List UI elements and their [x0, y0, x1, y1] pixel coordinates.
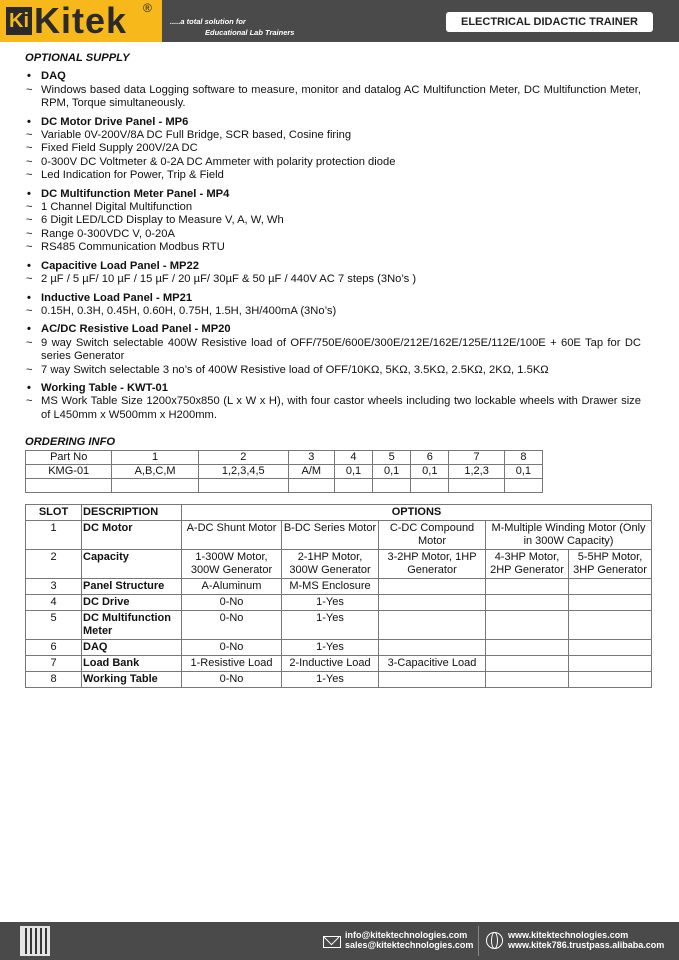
slot-description: DC Multifunction Meter — [82, 611, 182, 640]
table-cell: 0,1 — [504, 465, 542, 479]
slot-description: Working Table — [82, 672, 182, 688]
slot-description: DC Motor — [82, 521, 182, 550]
option-cell: 3-2HP Motor, 1HP Generator — [379, 550, 486, 579]
slot-number: 2 — [26, 550, 82, 579]
option-cell — [486, 656, 569, 672]
page-header — [0, 0, 679, 42]
table-row — [26, 521, 652, 550]
slot-description: Capacity — [82, 550, 182, 579]
slot-description: DAQ — [82, 640, 182, 656]
tagline-line-1: .....a total solution for — [170, 17, 246, 26]
slot-description: DC Drive — [82, 595, 182, 611]
spec-item: ~ RS485 Communication Modbus RTU — [25, 241, 641, 254]
option-cell — [379, 672, 486, 688]
spec-item: ~ 6 Digit LED/LCD Display to Measure V, A, W, Wh — [25, 214, 641, 227]
spec-item: ~ 0-300V DC Voltmeter & 0-2A DC Ammeter with polarity protection diode — [25, 156, 641, 169]
logo-text: Kitek — [34, 0, 128, 41]
logo-mark: Ki — [6, 7, 32, 35]
spec-item: ~ Range 0-300VDC V, 0-20A — [25, 228, 641, 241]
option-cell — [379, 611, 486, 640]
page-footer — [0, 922, 679, 960]
option-cell: 0-No — [182, 595, 282, 611]
table-cell: 0,1 — [334, 465, 372, 479]
alibaba-link[interactable]: www.kitek786.trustpass.alibaba.com — [508, 940, 665, 950]
table-row — [26, 611, 652, 640]
table-cell: A/M — [288, 465, 334, 479]
table-cell: 4 — [334, 451, 372, 465]
table-cell — [334, 479, 372, 493]
optional-supply-heading: OPTIONAL SUPPLY — [25, 52, 130, 64]
table-cell — [112, 479, 198, 493]
supply-section — [25, 188, 641, 255]
table-cell: 1,2,3 — [449, 465, 504, 479]
table-cell: 6 — [411, 451, 449, 465]
option-cell: A-DC Shunt Motor — [182, 521, 282, 550]
table-cell: KMG-01 — [26, 465, 112, 479]
optional-supply — [25, 52, 641, 422]
option-cell: A-Aluminum — [182, 579, 282, 595]
option-cell: 0-No — [182, 611, 282, 640]
spec-item: ~ 7 way Switch selectable 3 no’s of 400W Resistive load of OFF/10KΩ, 5KΩ, 3.5KΩ, 2.5KΩ, 2KΩ, 1.5KΩ — [25, 364, 641, 377]
kitek-logo — [0, 0, 162, 42]
ordering-info-heading: ORDERING INFO — [25, 436, 116, 448]
supply-section — [25, 323, 641, 377]
slot-number: 1 — [26, 521, 82, 550]
supply-section — [25, 292, 641, 319]
option-cell — [569, 640, 652, 656]
footer-websites — [508, 930, 664, 950]
spec-item: ~ Variable 0V-200V/8A DC Full Bridge, SCR based, Cosine firing — [25, 129, 641, 142]
section-heading: • Capacitive Load Panel - MP22 — [25, 260, 641, 273]
option-cell — [486, 611, 569, 640]
option-cell: 2-1HP Motor, 300W Generator — [282, 550, 379, 579]
ordering-code-table — [25, 450, 543, 493]
spec-item: ~ 0.15H, 0.3H, 0.45H, 0.60H, 0.75H, 1.5H, 3H/400mA (3No’s) — [25, 305, 641, 318]
section-heading: • Inductive Load Panel - MP21 — [25, 292, 641, 305]
section-heading: • AC/DC Resistive Load Panel - MP20 — [25, 323, 641, 336]
option-cell: M-MS Enclosure — [282, 579, 379, 595]
table-cell: 0,1 — [373, 465, 411, 479]
table-cell: 5 — [373, 451, 411, 465]
supply-section — [25, 260, 641, 287]
option-cell: 0-No — [182, 672, 282, 688]
option-cell — [569, 656, 652, 672]
table-cell — [449, 479, 504, 493]
table-cell — [198, 479, 288, 493]
table-row — [26, 465, 543, 479]
table-row — [26, 451, 543, 465]
spec-item: ~ 9 way Switch selectable 400W Resistive load of OFF/750E/600E/300E/212E/162E/125E/112E/100E + 60E Tap for DC series Generator — [25, 337, 641, 364]
section-heading: • DAQ — [25, 70, 641, 83]
table-cell: 0,1 — [411, 465, 449, 479]
spec-item: ~ MS Work Table Size 1200x750x850 (L x W x H), with four castor wheels including two lockable wheels with Drawer size of L450mm x W500mm x H200mm. — [25, 395, 641, 422]
section-heading: • DC Motor Drive Panel - MP6 — [25, 116, 641, 129]
option-cell: 5-5HP Motor, 3HP Generator — [569, 550, 652, 579]
slot-number: 5 — [26, 611, 82, 640]
spec-item: ~ Led Indication for Power, Trip & Field — [25, 169, 641, 182]
footer-emails — [345, 930, 473, 950]
optional-supply-sections — [25, 70, 641, 422]
slot-number: 6 — [26, 640, 82, 656]
option-cell: 3-Capacitive Load — [379, 656, 486, 672]
table-row — [26, 550, 652, 579]
supply-section — [25, 382, 641, 422]
header-description: DESCRIPTION — [82, 505, 182, 521]
table-row — [26, 579, 652, 595]
slot-number: 4 — [26, 595, 82, 611]
option-cell: 1-300W Motor, 300W Generator — [182, 550, 282, 579]
globe-icon — [486, 932, 503, 949]
table-cell: 1 — [112, 451, 198, 465]
option-cell: 1-Yes — [282, 640, 379, 656]
table-row — [26, 479, 543, 493]
table-cell — [288, 479, 334, 493]
spec-item: ~ 1 Channel Digital Multifunction — [25, 201, 641, 214]
option-cell: 0-No — [182, 640, 282, 656]
option-cell: C-DC Compound Motor — [379, 521, 486, 550]
footer-divider — [478, 926, 479, 956]
website-link[interactable]: www.kitektechnologies.com — [508, 930, 629, 940]
option-cell: B-DC Series Motor — [282, 521, 379, 550]
tagline-line-2: Educational Lab Trainers — [205, 28, 295, 37]
table-cell: 8 — [504, 451, 542, 465]
header-slot: SLOT — [26, 505, 82, 521]
supply-section — [25, 116, 641, 183]
document-title: ELECTRICAL DIDACTIC TRAINER — [446, 12, 653, 32]
slot-number: 3 — [26, 579, 82, 595]
table-row — [26, 640, 652, 656]
supply-section — [25, 70, 641, 110]
option-cell — [486, 640, 569, 656]
table-cell — [504, 479, 542, 493]
table-cell: 3 — [288, 451, 334, 465]
table-row — [26, 672, 652, 688]
slot-number: 8 — [26, 672, 82, 688]
option-cell — [486, 595, 569, 611]
table-cell: A,B,C,M — [112, 465, 198, 479]
table-header-row — [26, 505, 652, 521]
section-heading: • Working Table - KWT-01 — [25, 382, 641, 395]
option-cell: 1-Yes — [282, 611, 379, 640]
option-cell: 1-Yes — [282, 672, 379, 688]
slot-description: Panel Structure — [82, 579, 182, 595]
option-cell — [569, 611, 652, 640]
option-cell — [569, 672, 652, 688]
option-cell — [379, 640, 486, 656]
option-cell: 1-Resistive Load — [182, 656, 282, 672]
mail-icon — [323, 936, 341, 948]
option-cell — [486, 579, 569, 595]
option-cell — [486, 672, 569, 688]
option-cell — [569, 579, 652, 595]
table-cell: Part No — [26, 451, 112, 465]
table-cell — [411, 479, 449, 493]
slot-options-table — [25, 504, 652, 688]
table-cell: 7 — [449, 451, 504, 465]
spec-item: ~ Fixed Field Supply 200V/2A DC — [25, 142, 641, 155]
option-cell — [379, 595, 486, 611]
qr-code-icon — [20, 926, 50, 956]
email-sales[interactable]: sales@kitektechnologies.com — [345, 940, 474, 950]
table-cell — [26, 479, 112, 493]
table-cell — [373, 479, 411, 493]
option-cell — [379, 579, 486, 595]
spec-item: ~ Windows based data Logging software to measure, monitor and datalog AC Multifunction Meter, DC Multifunction Meter, RPM, Torque simultaneously. — [25, 84, 641, 111]
option-cell — [569, 595, 652, 611]
option-cell: 2-Inductive Load — [282, 656, 379, 672]
slot-number: 7 — [26, 656, 82, 672]
registered-mark: ® — [143, 1, 152, 15]
section-heading: • DC Multifunction Meter Panel - MP4 — [25, 188, 641, 201]
option-cell: 1-Yes — [282, 595, 379, 611]
spec-item: ~ 2 µF / 5 µF/ 10 µF / 15 µF / 20 µF/ 30µF & 50 µF / 440V AC 7 steps (3No’s ) — [25, 273, 641, 286]
email-info[interactable]: info@kitektechnologies.com — [345, 930, 468, 940]
option-cell: M-Multiple Winding Motor (Only in 300W Capacity) — [486, 521, 652, 550]
table-cell: 2 — [198, 451, 288, 465]
header-options: OPTIONS — [182, 505, 652, 521]
table-row — [26, 595, 652, 611]
table-row — [26, 656, 652, 672]
option-cell: 4-3HP Motor, 2HP Generator — [486, 550, 569, 579]
table-cell: 1,2,3,4,5 — [198, 465, 288, 479]
slot-description: Load Bank — [82, 656, 182, 672]
